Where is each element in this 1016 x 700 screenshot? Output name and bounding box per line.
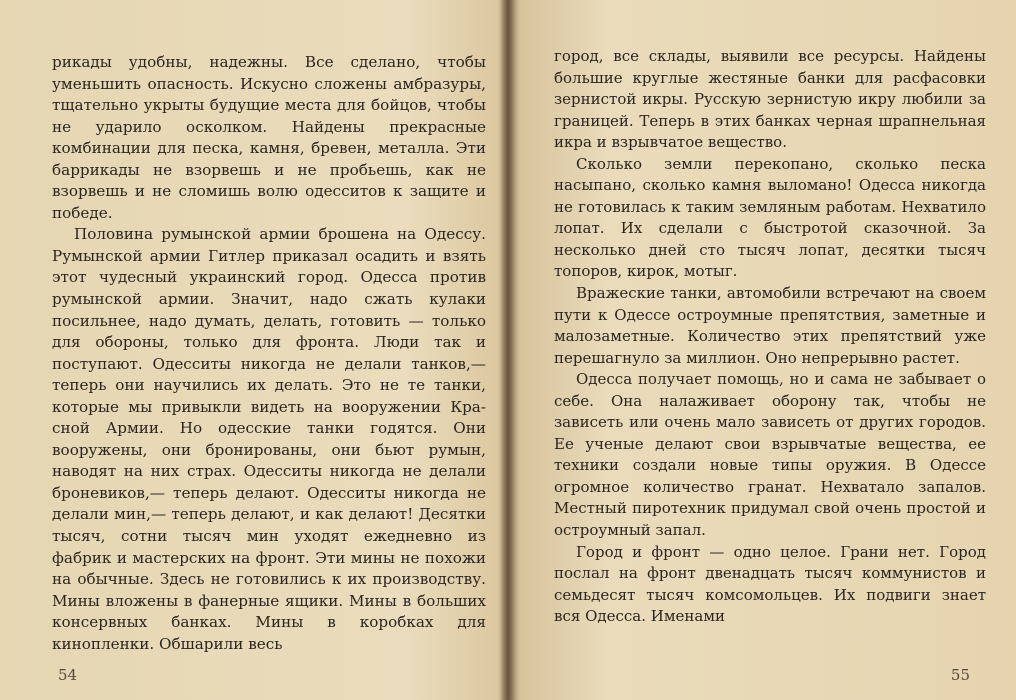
right-page xyxy=(510,0,1016,700)
left-paragraph-2: Половина румынской армии брошена на Одессу. Румынской армии Гитлер приказал осадить и взять этот чудесный украинский город. Одесса против румынской армии. Значит, надо сжать кулаки посильнее, надо думать, делать, готовить — только для обороны, только для фронта. Люди так и поступают. Одесситы никогда не делали танков,— теперь они научились их делать. Это не те танки, которые мы привыкли видеть на вооружении Красной Армии. Но одесские танки годятся. Они вооружены, они бронированы, они бьют румын, наводят на них страх. Одесситы никогда не делали броневиков,— теперь делают. Одесситы никогда не делали мин,— теперь делают, и как делают! Десятки тысяч, сотни тысяч мин уходят ежедневно из фабрик и мастерских на фронт. Эти мины не похожи на обычные. Здесь не готовились к их производству. Мины вложены в фанерные ящики. Мины в больших консервных банках. Мины в коробках для кинопленки. Обшарили весь xyxy=(52,225,486,653)
right-paragraph-1: город, все склады, выявили все ресурсы. Найдены большие круглые жестяные банки для расфасовки зернистой икры. Русскую зернистую икру любили за границей. Теперь в этих банках черная шрапнельная икра и взрывчатое вещество. xyxy=(554,47,986,152)
left-paragraph-1: рикады удобны, надежны. Все сделано, чтобы уменьшить опасность. Искусно сложены амбразуры, тщательно укрыты будущие места для бойцов, чтобы не ударило осколком. Найдены прекрасные комбинации для песка, камня, бревен, металла. Эти баррикады не взорвешь и не пробьешь, как не взорвешь и не сломишь волю одесситов к защите и победе. xyxy=(52,53,486,222)
right-paragraph-2: Сколько земли перекопано, сколько песка насыпано, сколько камня выломано! Одесса никогда не готовилась к таким земляным работам. Нехватило лопат. Их сделали с быстротой сказочной. За несколько дней сто тысяч лопат, десятки тысяч топоров, кирок, мотыг. xyxy=(554,154,986,281)
page-number-right: 55 xyxy=(950,666,970,684)
left-page xyxy=(0,0,506,700)
right-paragraph-3: Вражеские танки, автомобили встречают на своем пути к Одессе остроумные препятствия, заметные и малозаметные. Количество этих препятствий уже перешагнуло за миллион. Оно непрерывно растет. xyxy=(554,284,986,367)
page-number-left: 54 xyxy=(58,666,78,684)
right-paragraph-4: Одесса получает помощь, но и сама не забывает о себе. Она налаживает оборону так, чтобы не зависеть или очень мало зависеть от других городов. Ее ученые делают свои взрывчатые вещества, ее техники создали новые типы оружия. В Одессе огромное количество гранат. Нехватало запалов. Местный пиротехник придумал свой очень простой и остроумный запал. xyxy=(554,370,986,540)
right-paragraph-5: Город и фронт — одно целое. Грани нет. Город послал на фронт двенадцать тысяч коммунистов и семьдесят тысяч комсомольцев. Их подвиги знает вся Одесса. Именами xyxy=(554,542,986,626)
